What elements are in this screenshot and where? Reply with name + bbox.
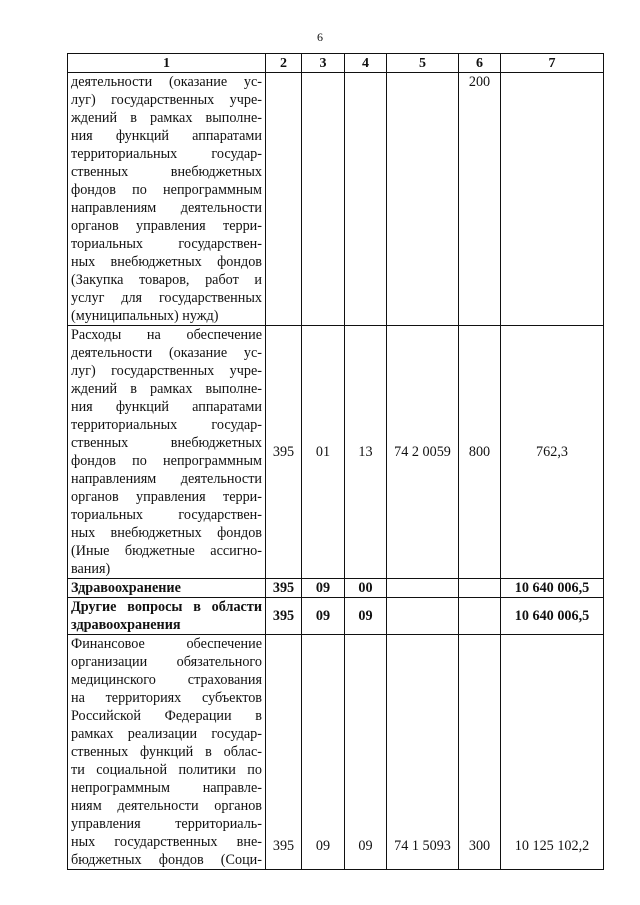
row-description (68, 579, 266, 598)
desc-line: ственных внебюджетных (71, 164, 262, 180)
cell-subsection: 00 (345, 579, 387, 598)
cell-target-article (387, 598, 459, 635)
desc-line: ториальных государствен- (71, 507, 262, 523)
table-row (68, 579, 604, 598)
cell-admin-code: 395 (266, 326, 302, 579)
desc-line: фондов по непрограммным (71, 182, 262, 198)
cell-subsection: 09 (345, 598, 387, 635)
cell-expense-type: 200 (459, 73, 501, 326)
desc-line: рамках реализации государ- (71, 726, 262, 742)
table-row (68, 73, 604, 326)
desc-line: управления территориаль- (71, 816, 262, 832)
cell-amount: 10 640 006,5 (501, 598, 604, 635)
desc-line: ториальных государствен- (71, 236, 262, 252)
cell-admin-code (266, 73, 302, 326)
cell-admin-code: 395 (266, 579, 302, 598)
desc-line: органов управления терри- (71, 489, 262, 505)
cell-subsection (345, 73, 387, 326)
cell-subsection: 09 (345, 635, 387, 870)
cell-subsection: 13 (345, 326, 387, 579)
desc-line: фондов по непрограммным (71, 453, 262, 469)
desc-line: ных государственных вне- (71, 834, 262, 850)
cell-expense-type (459, 579, 501, 598)
desc-line: территориальных государ- (71, 146, 262, 162)
page-number: 6 (317, 30, 323, 44)
column-header-1: 1 (68, 54, 266, 73)
desc-line: (Иные бюджетные ассигно- (71, 543, 262, 559)
desc-line: (муниципальных) нужд) (71, 308, 219, 324)
cell-admin-code: 395 (266, 635, 302, 870)
budget-table (67, 53, 604, 870)
desc-line: услуг для государственных (71, 290, 262, 306)
cell-section: 01 (302, 326, 345, 579)
cell-target-article (387, 579, 459, 598)
desc-line: территориальных государ- (71, 417, 262, 433)
cell-target-article: 74 1 5093 (387, 635, 459, 870)
desc-line: направлениям деятельности (71, 471, 262, 487)
cell-amount (501, 73, 604, 326)
column-header-6: 6 (459, 54, 501, 73)
cell-amount: 762,3 (501, 326, 604, 579)
desc-line: органов управления терри- (71, 218, 262, 234)
cell-section: 09 (302, 598, 345, 635)
column-header-2: 2 (266, 54, 302, 73)
desc-line: ных внебюджетных фондов (71, 254, 262, 270)
desc-line: бюджетных фондов (Соци- (71, 852, 262, 868)
desc-line: Российской Федерации в (71, 708, 262, 724)
cell-target-article (387, 73, 459, 326)
desc-line: (Закупка товаров, работ и (71, 272, 262, 288)
row-description (68, 326, 266, 579)
desc-line: медицинского страхования (71, 672, 262, 688)
cell-section: 09 (302, 635, 345, 870)
cell-section: 09 (302, 579, 345, 598)
row-description (68, 598, 266, 635)
desc-line: непрограммным направле- (71, 780, 262, 796)
desc-line: ждений в рамках выполне- (71, 110, 262, 126)
desc-line: организации обязательного (71, 654, 262, 670)
cell-expense-type: 800 (459, 326, 501, 579)
desc-line: ждений в рамках выполне- (71, 381, 262, 397)
column-header-5: 5 (387, 54, 459, 73)
row-description (68, 73, 266, 326)
desc-line: деятельности (оказание ус- (71, 345, 262, 361)
table-row (68, 326, 604, 579)
column-header-3: 3 (302, 54, 345, 73)
desc-line: вания) (71, 561, 111, 577)
desc-line: ственных внебюджетных (71, 435, 262, 451)
cell-section (302, 73, 345, 326)
desc-line: на территориях субъектов (71, 690, 262, 706)
desc-line: ти социальной политики по (71, 762, 262, 778)
row-description (68, 635, 266, 870)
desc-line: здравоохранения (71, 617, 181, 633)
desc-line: ниям деятельности органов (71, 798, 262, 814)
desc-line: направлениям деятельности (71, 200, 262, 216)
desc-line: Финансовое обеспечение (71, 636, 262, 652)
header-row (68, 54, 604, 73)
table-row (68, 598, 604, 635)
desc-line: ния функций аппаратами (71, 128, 262, 144)
desc-line: луг) государственных учре- (71, 92, 262, 108)
desc-line: луг) государственных учре- (71, 363, 262, 379)
column-header-4: 4 (345, 54, 387, 73)
desc-line: Другие вопросы в области (71, 599, 262, 615)
column-header-7: 7 (501, 54, 604, 73)
desc-line: ния функций аппаратами (71, 399, 262, 415)
table-row (68, 635, 604, 870)
cell-amount: 10 640 006,5 (501, 579, 604, 598)
desc-line: ственных функций в облас- (71, 744, 262, 760)
cell-target-article: 74 2 0059 (387, 326, 459, 579)
desc-line: Здравоохранение (71, 580, 181, 596)
cell-expense-type (459, 598, 501, 635)
cell-amount: 10 125 102,2 (501, 635, 604, 870)
desc-line: деятельности (оказание ус- (71, 74, 262, 90)
cell-expense-type: 300 (459, 635, 501, 870)
desc-line: Расходы на обеспечение (71, 327, 262, 343)
cell-admin-code: 395 (266, 598, 302, 635)
desc-line: ных внебюджетных фондов (71, 525, 262, 541)
